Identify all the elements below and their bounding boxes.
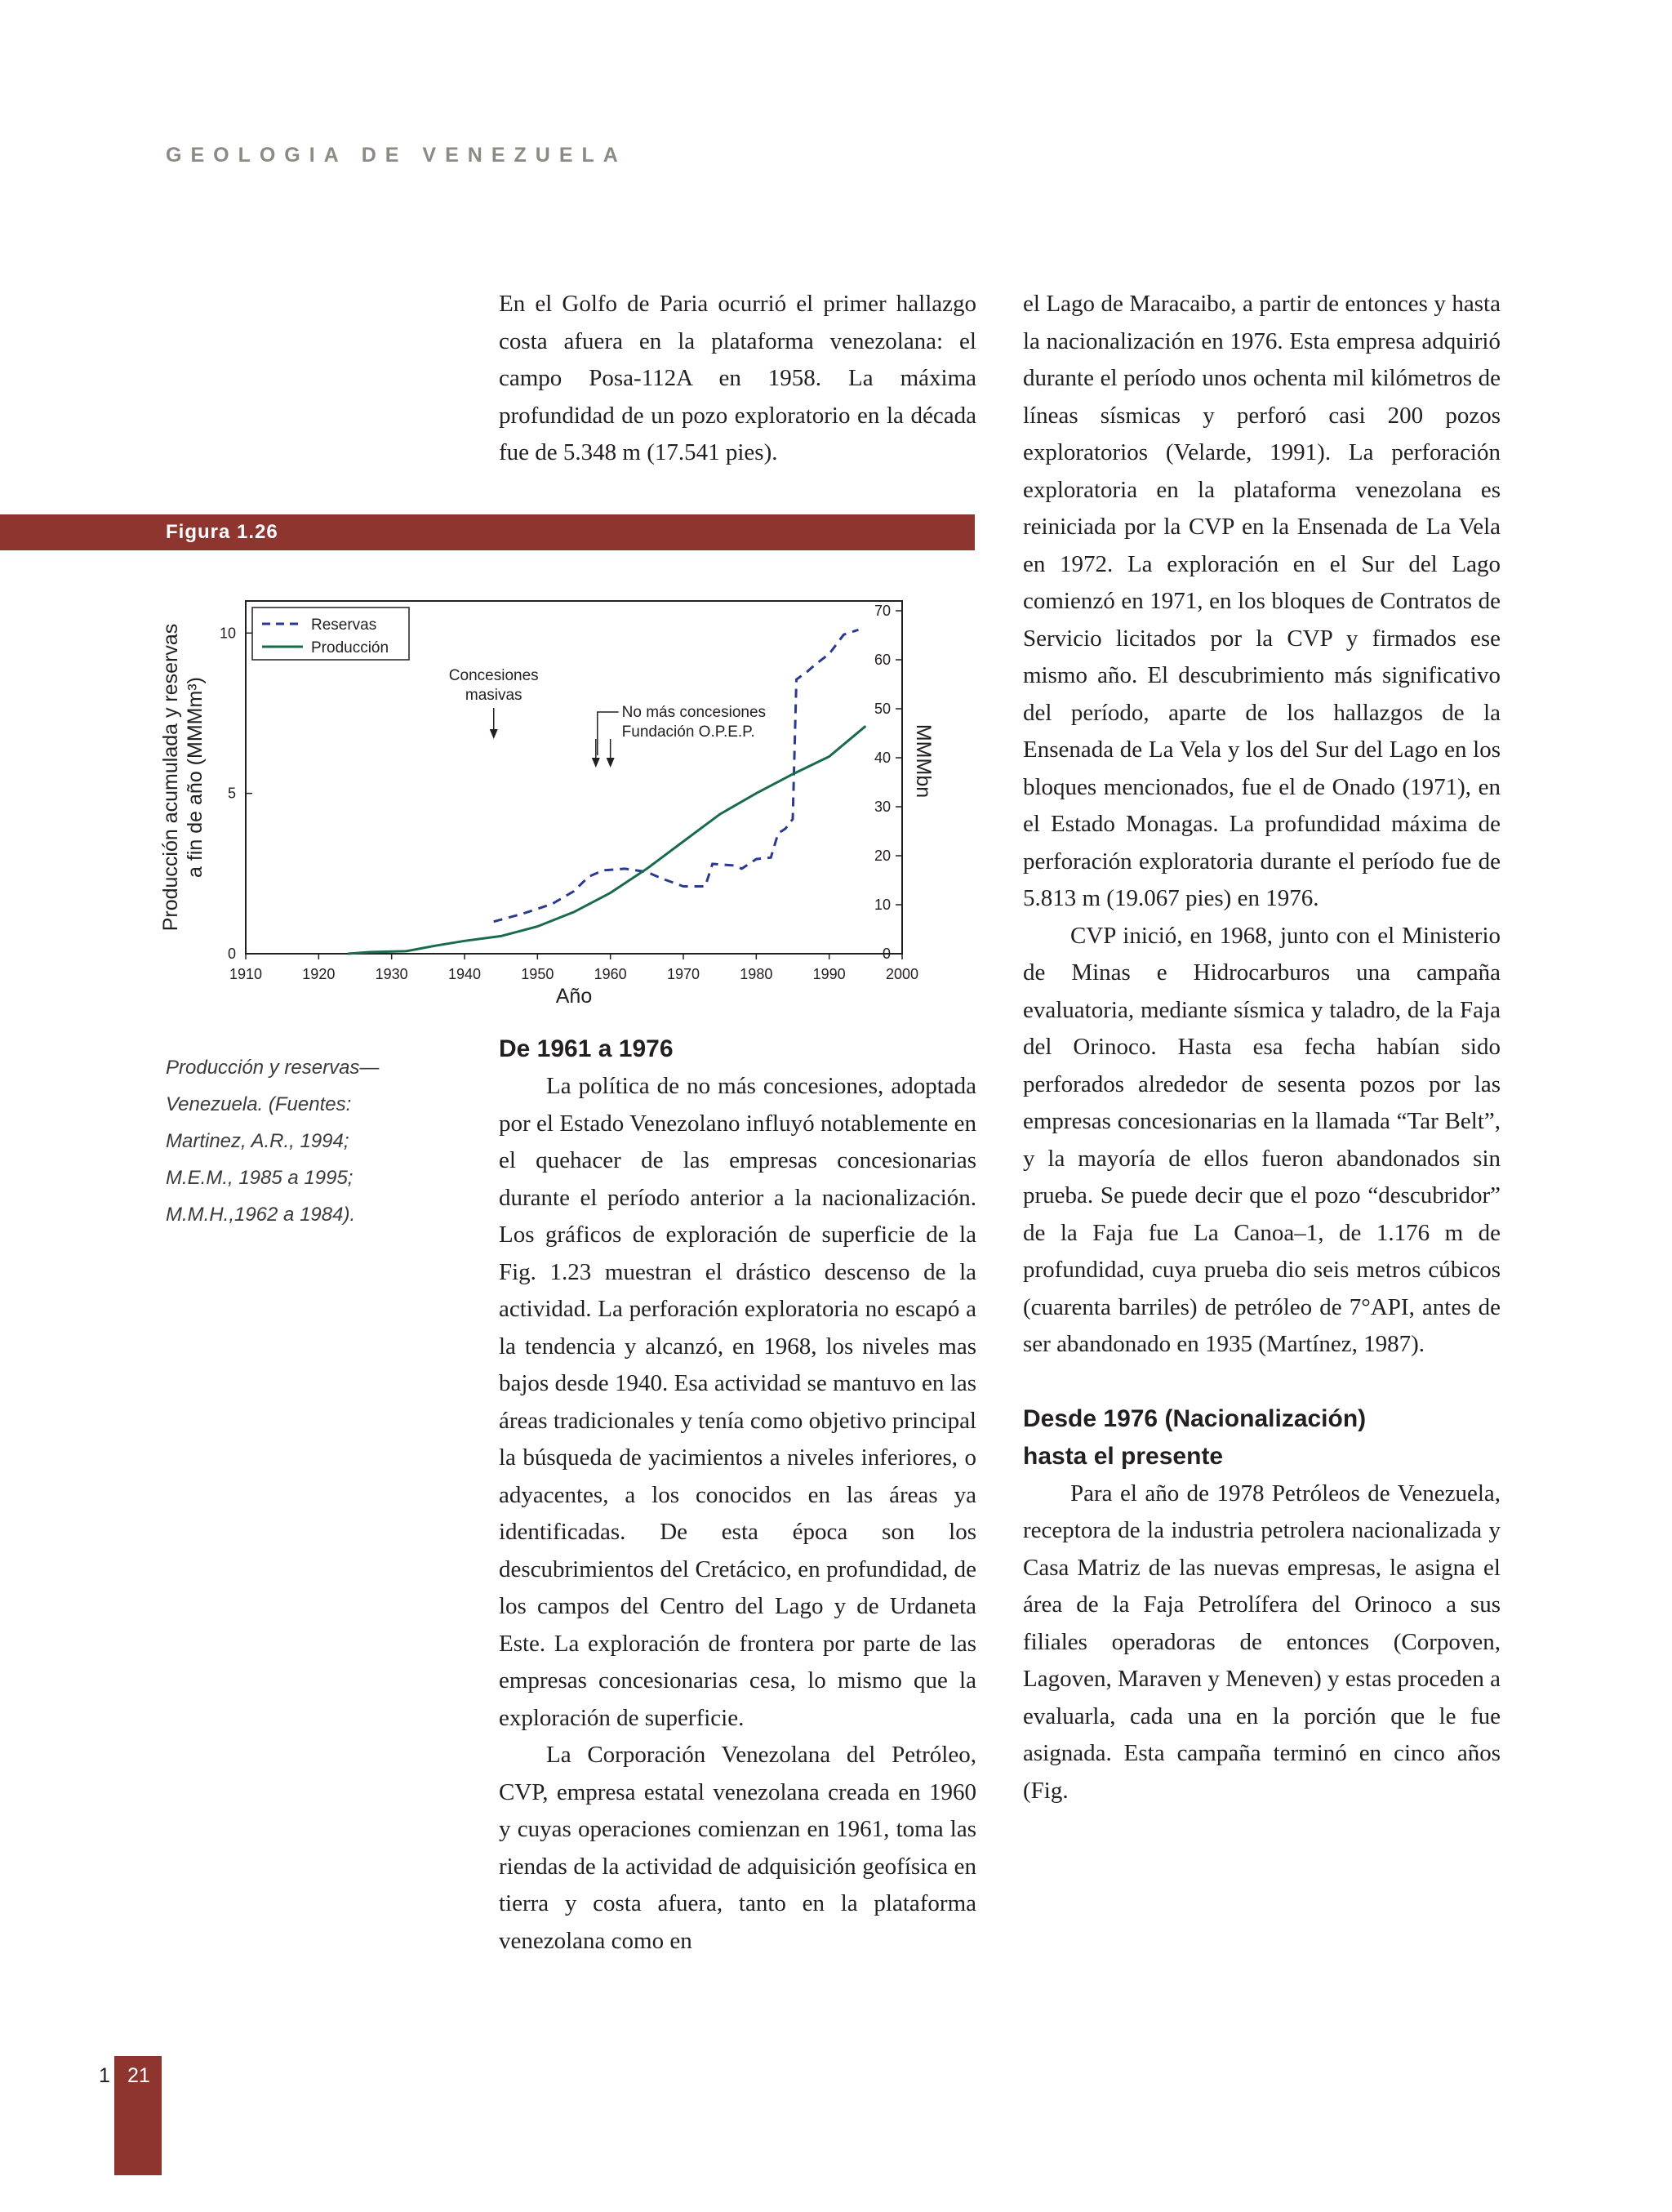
x-tick-label: 1930 (375, 966, 408, 982)
section-heading: De 1961 a 1976 (499, 1035, 674, 1062)
body-paragraph: La Corporación Venezolana del Petróleo, CVP, empresa estatal venezolana creada en 1960 y cuyas operaciones comienzan en 1961, toma las riendas de la actividad de adquisición geofísica en tierra y costa afuera, tanto en la plataforma venezolana como en (499, 1742, 976, 1954)
y-left-tick-label: 5 (227, 785, 236, 802)
section-heading-line: hasta el presente (1023, 1442, 1224, 1470)
annotation-text: No más concesiones (621, 704, 767, 721)
y-axis-label-line: a fin de año (MMMm³) (184, 677, 207, 878)
production-reserves-chart (159, 592, 976, 1017)
section-heading-line: Desde 1976 (Nacionalización) (1023, 1404, 1367, 1432)
series-line-reservas (494, 630, 859, 921)
running-head: GEOLOGIA DE VENEZUELA (166, 144, 627, 167)
legend-entry: Reservas (311, 616, 377, 634)
figure-label: Figura 1.26 (166, 521, 278, 543)
x-tick-label: 1990 (812, 966, 846, 982)
body-paragraph: el Lago de Maracaibo, a partir de entonces y hasta la nacionalización en 1976. Esta empresa adquirió durante el período unos ochenta mil kilómetros de líneas sísmicas y perforó casi 200 pozos exploratorios (Velarde, 1991). La perforación exploratoria en la plataforma venezolana es reiniciada por la CVP en la Ensenada de La Vela en 1972. La exploración en el Sur del Lago comienzó en 1971, en los bloques de Contratos de Servicio licitados por la CVP y firmados ese mismo año. El descubrimiento más significativo del período, aparte de los hallazgos de la Ensenada de La Vela y los del Sur del Lago en los bloques mencionados, fue el de Onado (1971), en el Estado Monagas. La profundidad máxima de perforación exploratoria durante el período fue de 5.813 m (19.067 pies) en 1976. (1023, 291, 1501, 911)
figure-bar (0, 514, 975, 550)
y-axis-label-line: Producción acumulada y reservas (159, 623, 182, 932)
caption-line: Martinez, A.R., 1994; (166, 1130, 349, 1152)
x-tick-label: 1910 (229, 966, 263, 982)
legend-entry: Producción (311, 639, 389, 656)
column-2 (1023, 286, 1501, 1809)
section-heading (1023, 1400, 1501, 1475)
y-right-tick-label: 40 (874, 750, 891, 766)
x-tick-label: 2000 (885, 966, 919, 982)
y-right-tick-label: 10 (874, 897, 891, 913)
caption-line: Producción y reservas— (166, 1057, 380, 1079)
y-axis-label-right: MMMbn (912, 723, 935, 799)
body-paragraph: Para el año de 1978 Petróleos de Venezuela, receptora de la industria petrolera nacionalizada y Casa Matriz de las nuevas empresas, le asigna el área de la Faja Petrolífera del Orinoco a sus filiales operadoras de entonces (Corpoven, Lagoven, Maraven y Meneven) y estas proceden a evaluarla, cada una en la porción que le fue asignada. Esta campaña terminó en cinco años (Fig. (1023, 1480, 1501, 1804)
y-left-tick-label: 0 (227, 946, 236, 962)
y-right-tick-label: 60 (874, 652, 891, 668)
column-1-top (499, 286, 976, 472)
x-tick-label: 1960 (594, 966, 627, 982)
y-left-tick-label: 10 (219, 625, 236, 642)
annotation-text: masivas (465, 687, 522, 704)
annotation-text: Concesiones (448, 667, 539, 684)
figure-caption (166, 1049, 435, 1233)
annotation-arrowhead (490, 729, 498, 739)
x-tick-label: 1970 (666, 966, 700, 982)
x-tick-label: 1950 (521, 966, 554, 982)
y-right-tick-label: 20 (874, 848, 891, 864)
series-line-producción (348, 726, 865, 954)
body-paragraph: En el Golfo de Paria ocurrió el primer hallazgo costa afuera en la plataforma venezolana: el campo Posa-112A en 1958. La máxima profundidad de un pozo exploratorio en la década fue de 5.348 m (17.541 pies). (499, 291, 976, 465)
y-right-tick-label: 0 (882, 946, 891, 962)
x-axis-label: Año (555, 985, 593, 1008)
chapter-number: 1 (99, 2064, 110, 2087)
caption-line: M.E.M., 1985 a 1995; (166, 1167, 354, 1189)
y-right-tick-label: 30 (874, 799, 891, 815)
x-tick-label: 1940 (447, 966, 482, 982)
annotation-arrowhead (592, 758, 600, 768)
y-axis-label-left (159, 624, 207, 932)
y-right-tick-label: 70 (874, 603, 891, 619)
caption-line: Venezuela. (Fuentes: (166, 1093, 352, 1115)
column-1-bottom (499, 1030, 976, 1960)
caption-line: M.M.H.,1962 a 1984). (166, 1204, 356, 1226)
x-tick-label: 1920 (302, 966, 336, 982)
annotation-bracket (598, 712, 619, 755)
body-paragraph: La política de no más concesiones, adoptada por el Estado Venezolano influyó notablemente en el quehacer de las empresas concesionarias durante el período anterior a la nacionalización. Los gráficos de exploración de superficie de la Fig. 1.23 muestran el drástico descenso de la actividad. La perforación exploratoria no escapó a la tendencia y alcanzó, en 1968, los niveles mas bajos desde 1940. Esa actividad se mantuvo en las áreas tradicionales y tenía como objetivo principal la búsqueda de yacimientos a niveles inferiores, o adyacentes, a los conocidos en las áreas ya identificadas. De esta época son los descubrimientos del Cretácico, en profundidad, de los campos del Centro del Lago y de Urdaneta Este. La exploración de frontera por parte de las empresas concesionarias cesa, lo mismo que la exploración de superficie. (499, 1073, 976, 1731)
annotation-arrowhead (607, 758, 615, 768)
body-paragraph: CVP inició, en 1968, junto con el Ministerio de Minas e Hidrocarburos una campaña evaluatoria, mediante sísmica y taladro, de la Faja del Orinoco. Hasta esa fecha habían sido perforados alrededor de sesenta pozos por las empresas concesionarias en la llamada “Tar Belt”, y la mayoría de ellos fueron abandonados sin prueba. Se puede decir que el pozo “descubridor” de la Faja fue La Canoa–1, de 1.176 m de profundidad, cuya prueba dio seis metros cúbicos (cuarenta barriles) de petróleo de 7°API, antes de ser abandonado en 1935 (Martínez, 1987). (1023, 922, 1501, 1357)
page-number: 21 (127, 2064, 150, 2087)
annotation-text: Fundación O.P.E.P. (621, 723, 755, 741)
y-right-tick-label: 50 (874, 701, 891, 717)
x-tick-label: 1980 (740, 966, 773, 982)
